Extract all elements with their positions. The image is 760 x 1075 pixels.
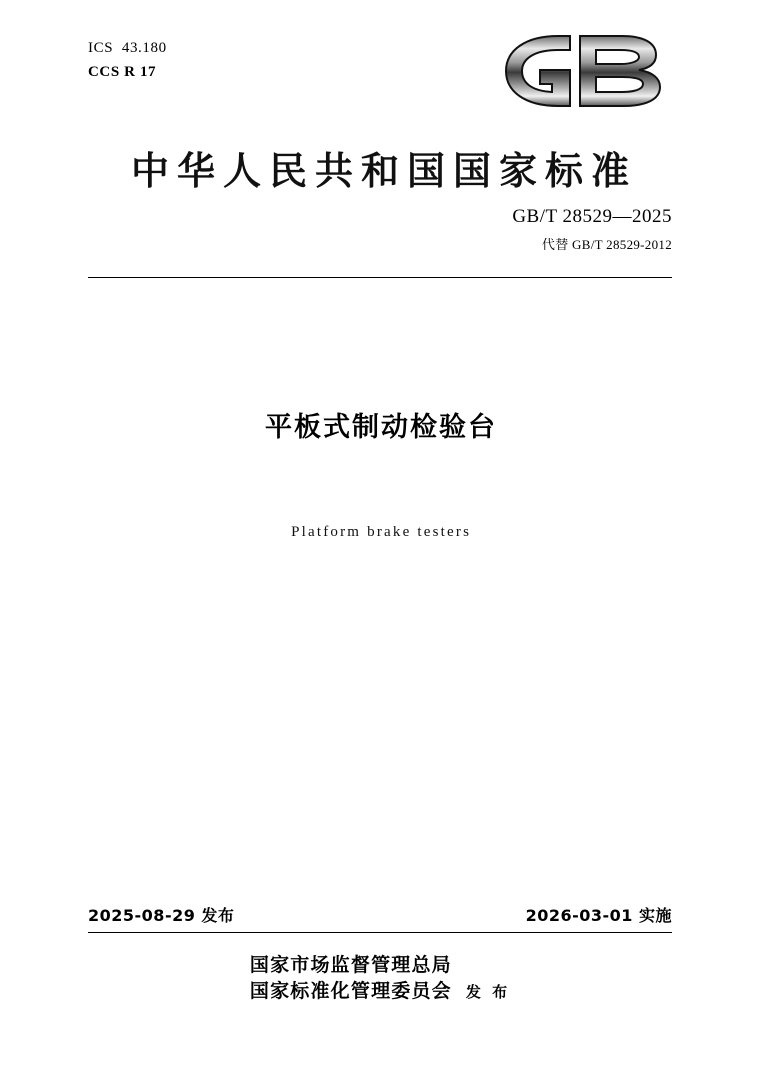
footer-divider [88,932,672,933]
publisher-block [0,952,760,1004]
publisher-line-1: 国家市场监督管理总局 [249,954,452,976]
issue-date: 2025-08-29 发布 [88,906,235,925]
gb-national-standard-emblem-icon [496,30,672,112]
page-title: 中华人民共和国国家标准 [130,149,637,193]
publisher-names [250,952,452,1004]
standard-number: GB/T 28529—2025 [512,206,672,227]
document-title-english: Platform brake testers [291,524,472,540]
ics-code: ICS 43.180 [88,40,167,56]
document-title-chinese: 平板式制动检验台 [265,412,497,443]
header-divider [88,277,672,278]
publish-action-label: 发 布 [465,983,511,1001]
ccs-code: CCS R 17 [88,64,157,80]
standard-number-block [312,206,672,253]
publisher-line-2: 国家标准化管理委员会 [249,980,452,1002]
standard-replaces: 代替 GB/T 28529-2012 [541,237,672,252]
classification-codes [88,36,167,84]
effective-date: 2026-03-01 实施 [525,906,672,925]
page-header [88,30,672,140]
